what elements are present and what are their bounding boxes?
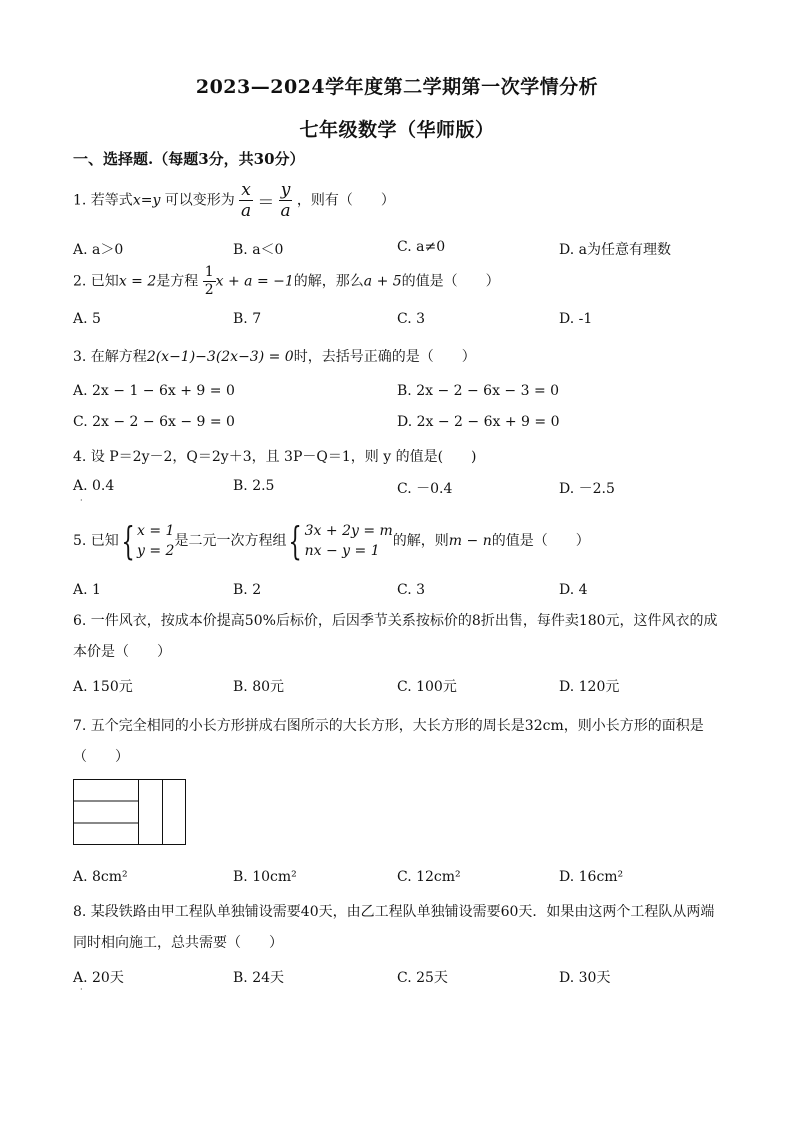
q2-fraction: $\frac{1}{2}$ [204, 264, 214, 298]
q5-options [73, 582, 733, 602]
question-1 [73, 180, 395, 221]
q1-option-b[interactable]: B. a＜0 [233, 242, 284, 258]
q7-option-d[interactable]: D. 16cm² [559, 869, 624, 885]
q2-option-b[interactable]: B. 7 [233, 311, 262, 327]
q3-equation: 2(x−1)−3(2x−3) = 0 [146, 349, 294, 365]
stray-mark: · [80, 496, 83, 505]
question-3 [73, 346, 476, 366]
q4-option-c[interactable]: C. －0.4 [397, 481, 453, 497]
q5-system-1: x = 1 y = 2 [137, 523, 175, 559]
q2-equation-tail: x + a = −1 [215, 273, 294, 290]
q4-option-d[interactable]: D. －2.5 [559, 481, 615, 497]
q3-suffix: 时，去括号正确的是（ ） [293, 349, 476, 365]
q1-fraction-left: $\frac{x}{a}$ [240, 180, 252, 221]
q5-mid: 是二元一次方程组 [174, 533, 287, 549]
q2-given: x = 2 [118, 273, 157, 290]
q5-option-d[interactable]: D. 4 [559, 582, 588, 598]
q5-option-c[interactable]: C. 3 [397, 582, 426, 598]
q2-expr: a + 5 [363, 273, 402, 290]
question-4: 4. 设 P＝2y－2，Q＝2y＋3，且 3P－Q＝1，则 y 的值是( ) [73, 449, 477, 465]
q6-option-d[interactable]: D. 120元 [559, 679, 620, 695]
q1-option-d[interactable]: D. a为任意有理数 [559, 242, 671, 258]
q3-options-row1 [73, 383, 733, 403]
q1-option-c[interactable]: C. a≠0 [397, 239, 446, 255]
section-heading: 一、选择题.（每题3分，共30分） [73, 150, 305, 168]
question-2 [73, 264, 500, 299]
q2-suffix: 的解，那么 [293, 273, 364, 290]
q2-options [73, 311, 733, 331]
stray-mark-2: · [80, 985, 83, 994]
q1-mid: 可以变形为 [160, 192, 240, 209]
q6-option-a[interactable]: A. 150元 [73, 679, 133, 695]
q7-option-c[interactable]: C. 12cm² [397, 869, 461, 885]
q5-brace-right: { [288, 519, 303, 563]
q6-option-b[interactable]: B. 80元 [233, 679, 285, 695]
exam-title: 2023—2024学年度第二学期第一次学情分析 [195, 76, 599, 98]
q2-option-a[interactable]: A. 5 [73, 311, 101, 327]
q4-option-a[interactable]: A. 0.4 [73, 478, 115, 494]
q1-prefix: 1. 若等式 [73, 192, 133, 209]
q5-option-b[interactable]: B. 2 [233, 582, 262, 598]
q1-equals: ＝ [257, 193, 275, 213]
question-7: 7. 五个完全相同的小长方形拼成右图所示的大长方形，大长方形的周长是32cm，则小长方形的面积是（ ） [73, 718, 704, 765]
q7-option-a[interactable]: A. 8cm² [73, 869, 128, 885]
q8-option-b[interactable]: B. 24天 [233, 970, 285, 986]
q7-option-b[interactable]: B. 10cm² [233, 869, 297, 885]
q3-option-a[interactable]: A. 2x − 1 − 6x + 9 = 0 [73, 383, 235, 399]
q4-option-b[interactable]: B. 2.5 [233, 478, 275, 494]
big-rectangle-outline [74, 780, 186, 845]
q3-option-c[interactable]: C. 2x − 2 − 6x − 9 = 0 [73, 414, 235, 430]
question-6: 6. 一件风衣，按成本价提高50%后标价，后因季节关系按标价的8折出售，每件卖180元，这件风衣的成本价是（ ） [73, 613, 718, 660]
q2-prefix: 2. 已知 [73, 273, 119, 290]
q7-options [73, 869, 733, 889]
q5-option-a[interactable]: A. 1 [73, 582, 101, 598]
q6-options [73, 676, 733, 696]
q5-expr: m − n [448, 533, 492, 549]
q5-end: 的值是（ ） [491, 533, 590, 549]
q1-suffix: ，则有（ ） [296, 192, 395, 209]
q1-fraction-right: $\frac{y}{a}$ [280, 180, 291, 221]
q5-suffix: 的解，则 [392, 533, 449, 549]
q8-option-a[interactable]: A. 20天 [73, 970, 124, 986]
q3-prefix: 3. 在解方程 [73, 349, 147, 365]
q8-option-c[interactable]: C. 25天 [397, 970, 448, 986]
exam-subtitle: 七年级数学（华师版） [299, 119, 495, 141]
q8-option-d[interactable]: D. 30天 [559, 970, 611, 986]
q8-options [73, 967, 733, 987]
q6-option-c[interactable]: C. 100元 [397, 679, 457, 695]
q3-options-row2 [73, 414, 733, 434]
q2-option-c[interactable]: C. 3 [397, 311, 426, 327]
question-8: 8. 某段铁路由甲工程队单独铺设需要40天，由乙工程队单独铺设需要60天．如果由这两个工程队从两端同时相向施工，总共需要（ ） [73, 904, 715, 951]
q4-options [73, 478, 733, 498]
rectangles-figure [73, 779, 187, 847]
q2-mid: 是方程 [156, 273, 199, 290]
q2-end: 的值是（ ） [401, 273, 500, 290]
q5-system-2: 3x + 2y = m nx − y = 1 [304, 523, 393, 559]
q3-option-d[interactable]: D. 2x − 2 − 6x + 9 = 0 [397, 414, 560, 430]
q1-option-a[interactable]: A. a＞0 [73, 242, 124, 258]
q5-brace-left: { [121, 519, 135, 563]
q1-options [73, 239, 733, 259]
q5-prefix: 5. 已知 [73, 533, 119, 549]
q1-equation: x=y [132, 192, 161, 209]
question-5 [73, 521, 590, 561]
q3-option-b[interactable]: B. 2x − 2 − 6x − 3 = 0 [397, 383, 560, 399]
q2-option-d[interactable]: D. -1 [559, 311, 593, 327]
